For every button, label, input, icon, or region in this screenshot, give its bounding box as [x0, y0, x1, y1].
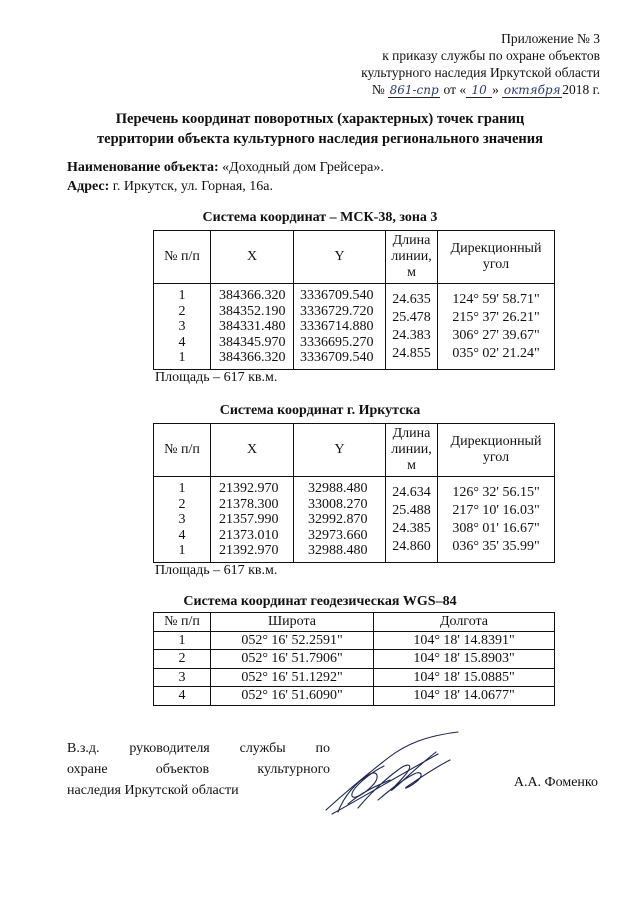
point-num: 1	[154, 631, 211, 650]
signatory-line-1: В.з.д. руководителя службы по	[67, 741, 330, 756]
signatory-position	[67, 738, 330, 801]
header-length-line-3: м	[407, 458, 416, 473]
angle-value: 217° 10' 16.03"	[452, 502, 540, 518]
header-direction-line-1: Дирекционный	[450, 241, 542, 256]
system2-length-cell	[386, 477, 438, 563]
system2-num-cell	[154, 477, 211, 563]
length-value: 24.634	[392, 484, 431, 500]
point-num: 1	[178, 288, 186, 303]
header-length-line-3: м	[407, 265, 416, 280]
document-title	[0, 109, 640, 149]
system1-header-row	[154, 231, 555, 284]
x-value: 21378.300	[219, 496, 279, 512]
lat-value: 052° 16' 51.7906"	[211, 650, 374, 669]
system1-length-cell	[386, 284, 438, 370]
length-value: 25.488	[392, 502, 431, 518]
system2-x-cell	[211, 477, 294, 563]
order-date-mid: »	[492, 82, 499, 97]
length-value: 24.860	[392, 538, 431, 554]
angle-value: 036° 35' 35.99"	[452, 538, 540, 554]
annex-line-1: Приложение № 3	[501, 31, 600, 46]
system1-table	[153, 230, 555, 370]
angle-value: 215° 37' 26.21"	[452, 309, 540, 325]
lon-value: 104° 18' 14.0677"	[374, 687, 555, 706]
point-num: 3	[154, 668, 211, 687]
x-value: 21392.970	[219, 481, 279, 496]
header-direction-line-1: Дирекционный	[450, 434, 542, 449]
x-value: 384331.480	[219, 319, 286, 334]
annex-line-3: культурного наследия Иркутской области	[361, 65, 600, 80]
object-name-label: Наименование объекта:	[67, 160, 219, 175]
x-value: 384345.970	[219, 334, 286, 350]
x-value: 384352.190	[219, 303, 286, 319]
point-num: 2	[154, 650, 211, 669]
order-year: 2018 г.	[562, 82, 600, 97]
order-number-handwritten: 861-спр	[389, 83, 439, 97]
length-value: 24.383	[392, 327, 431, 343]
signatory-name: А.А. Фоменко	[513, 775, 598, 790]
y-value: 3336729.720	[300, 303, 374, 319]
table-row	[154, 668, 555, 687]
order-month-handwritten: октября	[503, 83, 561, 97]
angle-value: 124° 59' 58.71"	[452, 291, 540, 307]
object-address-label: Адрес:	[67, 179, 110, 194]
y-value: 32973.660	[308, 527, 368, 543]
y-value: 33008.270	[308, 496, 368, 512]
y-value: 3336709.540	[300, 288, 374, 303]
length-value: 24.855	[392, 345, 431, 361]
x-value: 21373.010	[219, 527, 279, 543]
system2-header-num: № п/п	[154, 424, 211, 477]
signatory-line-2: охране объектов культурного	[67, 762, 330, 777]
system2-header-row	[154, 424, 555, 477]
system2-table	[153, 423, 555, 563]
length-value: 25.478	[392, 309, 431, 325]
x-value: 21392.970	[219, 543, 279, 558]
point-num: 3	[178, 512, 186, 527]
system1-angle-cell	[438, 284, 555, 370]
system1-title: Система координат – МСК-38, зона 3	[202, 210, 438, 225]
lat-value: 052° 16' 51.1292"	[211, 668, 374, 687]
point-num: 4	[178, 334, 186, 350]
lon-value: 104° 18' 15.8903"	[374, 650, 555, 669]
annex-order-line	[361, 81, 600, 98]
title-line-1: Перечень координат поворотных (характерных) точек границ	[115, 111, 525, 127]
system1-y-cell	[294, 284, 386, 370]
handwritten-signature-icon	[318, 730, 468, 820]
system2-angle-cell	[438, 477, 555, 563]
system3-table	[153, 612, 555, 706]
system3-header-lat: Широта	[211, 613, 374, 632]
system2-area: Площадь – 617 кв.м.	[155, 563, 278, 578]
object-name-value: «Доходный дом Грейсера».	[218, 160, 384, 175]
angle-value: 035° 02' 21.24"	[452, 345, 540, 361]
lon-value: 104° 18' 14.8391"	[374, 631, 555, 650]
order-day-handwritten: 10	[466, 84, 492, 98]
lon-value: 104° 18' 15.0885"	[374, 668, 555, 687]
system2-title: Система координат г. Иркутска	[219, 403, 421, 418]
table-row	[154, 687, 555, 706]
length-value: 24.385	[392, 520, 431, 536]
annex-line-2: к приказу службы по охране объектов	[382, 48, 600, 63]
order-date-prefix: от «	[443, 82, 467, 97]
object-info	[67, 158, 384, 196]
length-value: 24.635	[392, 291, 431, 307]
angle-value: 306° 27' 39.67"	[452, 327, 540, 343]
system2-y-cell	[294, 477, 386, 563]
point-num: 2	[178, 496, 186, 512]
system1-header-num: № п/п	[154, 231, 211, 284]
table-row	[154, 631, 555, 650]
system1-header-x: X	[211, 231, 294, 284]
y-value: 3336709.540	[300, 350, 374, 365]
system1-area: Площадь – 617 кв.м.	[155, 370, 278, 385]
order-number-prefix: №	[371, 82, 385, 97]
header-length-line-2: линии,	[391, 249, 432, 264]
x-value: 384366.320	[219, 288, 286, 303]
system3-header-num: № п/п	[154, 613, 211, 632]
system2-header-x: X	[211, 424, 294, 477]
system1-x-cell	[211, 284, 294, 370]
title-line-2: территории объекта культурного наследия регионального значения	[97, 131, 543, 147]
y-value: 3336714.880	[300, 319, 374, 334]
point-num: 2	[178, 303, 186, 319]
header-length-line-1: Длина	[392, 233, 431, 248]
system2-header-y: Y	[294, 424, 386, 477]
header-length-line-1: Длина	[392, 426, 431, 441]
point-num: 1	[178, 481, 186, 496]
system2-header-length	[386, 424, 438, 477]
system2-data-row	[154, 477, 555, 563]
y-value: 3336695.270	[300, 334, 374, 350]
object-address-value: г. Иркутск, ул. Горная, 16а.	[109, 179, 274, 194]
point-num: 1	[178, 543, 186, 558]
object-name-row	[67, 158, 384, 177]
header-direction-line-2: угол	[482, 257, 510, 272]
header-direction-line-2: угол	[482, 450, 510, 465]
system1-header-direction	[438, 231, 555, 284]
system3-title: Система координат геодезическая WGS–84	[183, 594, 457, 609]
y-value: 32988.480	[308, 481, 368, 496]
point-num: 4	[178, 527, 186, 543]
system1-data-row	[154, 284, 555, 370]
y-value: 32992.870	[308, 512, 368, 527]
system2-header-direction	[438, 424, 555, 477]
angle-value: 308° 01' 16.67"	[452, 520, 540, 536]
header-length-line-2: линии,	[391, 442, 432, 457]
y-value: 32988.480	[308, 543, 368, 558]
lat-value: 052° 16' 52.2591"	[211, 631, 374, 650]
system1-header-length	[386, 231, 438, 284]
x-value: 21357.990	[219, 512, 279, 527]
lat-value: 052° 16' 51.6090"	[211, 687, 374, 706]
system3-header-row	[154, 613, 555, 632]
object-address-row	[67, 177, 384, 196]
point-num: 3	[178, 319, 186, 334]
table-row	[154, 650, 555, 669]
annex-block	[361, 30, 600, 98]
system3-header-lon: Долгота	[374, 613, 555, 632]
point-num: 4	[154, 687, 211, 706]
signatory-line-3: наследия Иркутской области	[67, 783, 239, 798]
x-value: 384366.320	[219, 350, 286, 365]
angle-value: 126° 32' 56.15"	[452, 484, 540, 500]
point-num: 1	[178, 350, 186, 365]
system1-num-cell	[154, 284, 211, 370]
system1-header-y: Y	[294, 231, 386, 284]
